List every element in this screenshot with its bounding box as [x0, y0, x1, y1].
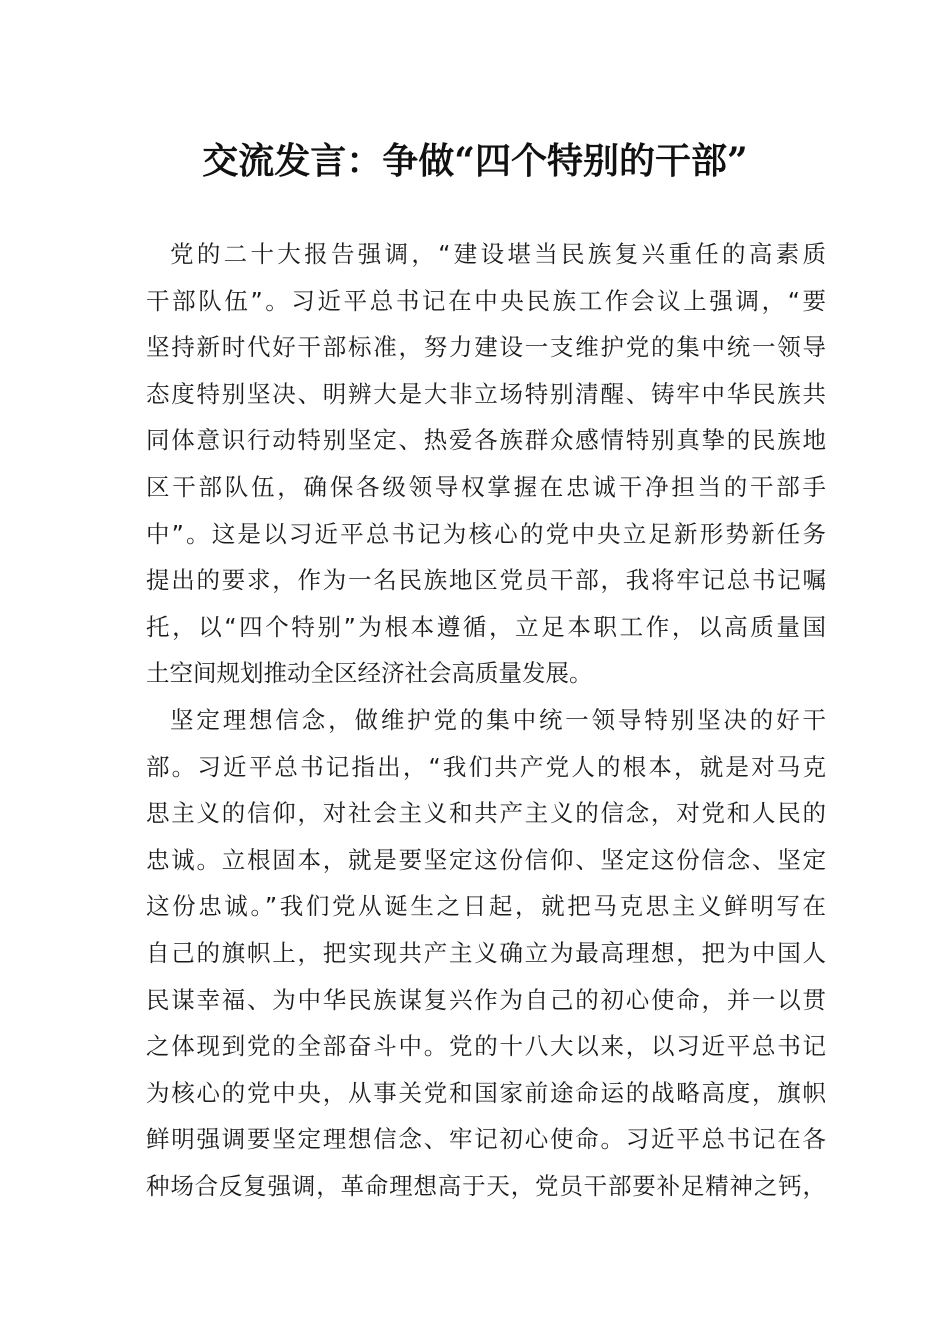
- paragraph-line: 托，以“四个特别”为根本遵循，立足本职工作，以高质量国: [146, 612, 826, 641]
- paragraph-line: 部。习近平总书记指出，“我们共产党人的根本，就是对马克: [146, 752, 826, 781]
- paragraph-2: [146, 697, 826, 1210]
- paragraph-line: 思主义的信仰，对社会主义和共产主义的信念，对党和人民的: [146, 799, 826, 828]
- paragraph-line: 中”。这是以习近平总书记为核心的党中央立足新形势新任务: [146, 519, 826, 548]
- paragraph-line: 坚持新时代好干部标准，努力建设一支维护党的集中统一领导: [146, 333, 826, 362]
- paragraph-line: 坚定理想信念，做维护党的集中统一领导特别坚决的好干: [170, 705, 826, 734]
- paragraph-line: 鲜明强调要坚定理想信念、牢记初心使命。习近平总书记在各: [146, 1125, 826, 1154]
- paragraph-line: 区干部队伍，确保各级领导权掌握在忠诚干净担当的干部手: [146, 472, 826, 501]
- paragraph-line: 为核心的党中央，从事关党和国家前途命运的战略高度，旗帜: [146, 1078, 826, 1107]
- paragraph-line: 同体意识行动特别坚定、热爱各族群众感情特别真挚的民族地: [146, 426, 826, 455]
- paragraph-line: 党的二十大报告强调，“建设堪当民族复兴重任的高素质: [170, 240, 826, 268]
- paragraph-line: 干部队伍”。习近平总书记在中央民族工作会议上强调，“要: [146, 286, 826, 315]
- document-title: 交流发言：争做“四个特别的干部”: [202, 140, 748, 182]
- paragraph-line: 忠诚。立根固本，就是要坚定这份信仰、坚定这份信念、坚定: [146, 845, 826, 874]
- paragraph-1: [146, 231, 826, 697]
- paragraph-line: 民谋幸福、为中华民族谋复兴作为自己的初心使命，并一以贯: [146, 985, 826, 1014]
- paragraph-line: 态度特别坚决、明辨大是大非立场特别清醒、铸牢中华民族共: [146, 379, 826, 408]
- paragraph-line: 之体现到党的全部奋斗中。党的十八大以来，以习近平总书记: [146, 1032, 826, 1061]
- paragraph-line: 提出的要求，作为一名民族地区党员干部，我将牢记总书记嘱: [146, 566, 826, 595]
- paragraph-line: 这份忠诚。”我们党从诞生之日起，就把马克思主义鲜明写在: [146, 892, 826, 921]
- paragraph-line: 种场合反复强调，革命理想高于天，党员干部要补足精神之钙，: [146, 1171, 826, 1200]
- paragraph-line: 自己的旗帜上，把实现共产主义确立为最高理想，把为中国人: [146, 938, 826, 967]
- paragraph-line: 土空间规划推动全区经济社会高质量发展。: [146, 659, 593, 688]
- document-body: [146, 231, 826, 1209]
